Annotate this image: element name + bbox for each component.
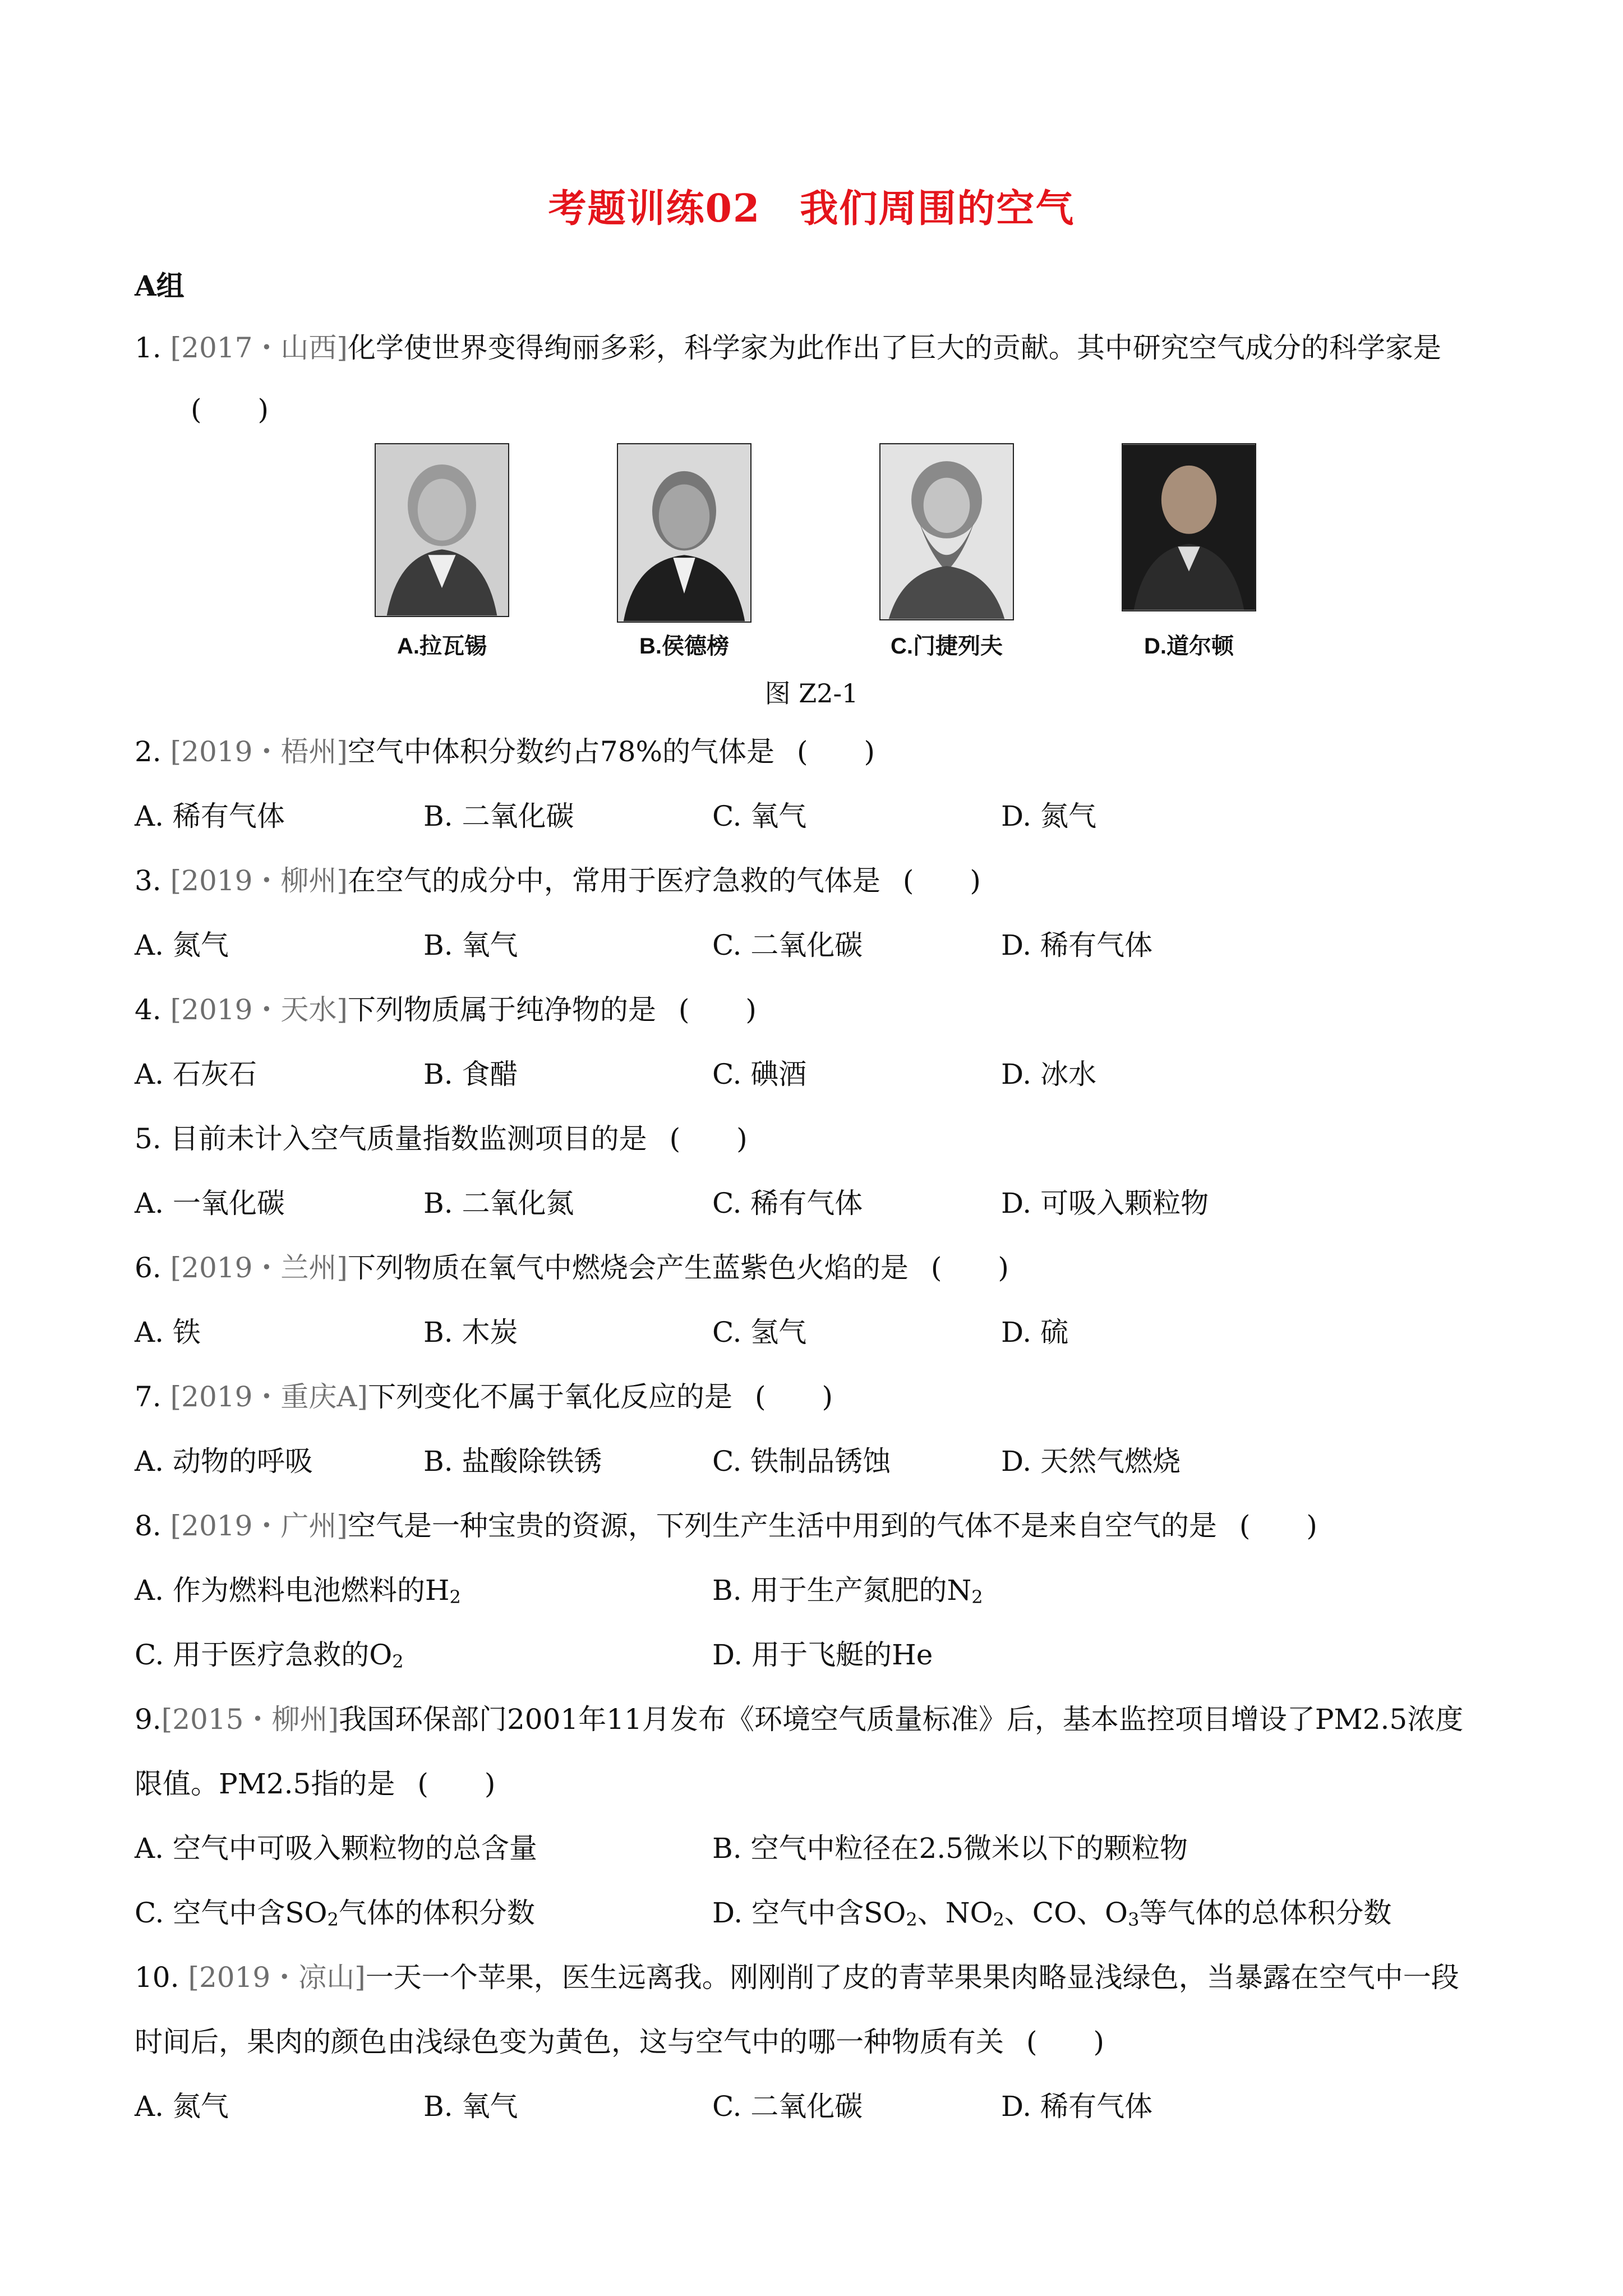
- option-c: C. 氧气: [712, 800, 807, 832]
- option-b: B. 木炭: [423, 1316, 518, 1349]
- question-9-line2: 限值。PM2.5指的是 ( ): [135, 1768, 496, 1800]
- option-a: A. 石灰石: [135, 1058, 257, 1091]
- caption-c: C.门捷列夫: [891, 634, 1003, 659]
- caption-d: D.道尔顿: [1144, 634, 1234, 659]
- page-title: [0, 178, 1623, 233]
- option-c: C. 二氧化碳: [712, 2090, 863, 2123]
- option-b: B. 用于生产氮肥的$N_2$: [712, 1574, 983, 1608]
- question-9: 9.[2015・柳州]我国环保部门2001年11月发布《环境空气质量标准》后，基本监控项目增设了PM2.5浓度: [135, 1703, 1464, 1736]
- question-10: 10. [2019・凉山]一天一个苹果，医生远离我。刚刚削了皮的青苹果果肉略显浅绿色，当暴露在空气中一段: [135, 1961, 1459, 1994]
- group-heading: A组: [135, 269, 185, 302]
- title-part2: 我们周围的空气: [800, 186, 1075, 231]
- portrait-dalton: [1122, 443, 1256, 611]
- option-d: D. 天然气燃烧: [1001, 1445, 1181, 1478]
- caption-b: B.侯德榜: [639, 634, 729, 659]
- option-c: C. 空气中含$SO_2$气体的体积分数: [135, 1897, 535, 1930]
- option-d: D. 用于飞艇的He: [712, 1639, 933, 1671]
- scientist-figure: [0, 443, 1623, 668]
- question-8: 8. [2019・广州]空气是一种宝贵的资源，下列生产生活中用到的气体不是来自空气的是 ( ): [135, 1510, 1317, 1542]
- option-a: A. 空气中可吸入颗粒物的总含量: [135, 1832, 537, 1865]
- option-d: D. 冰水: [1001, 1058, 1097, 1091]
- question-10-line2: 时间后，果肉的颜色由浅绿色变为黄色，这与空气中的哪一种物质有关 ( ): [135, 2026, 1105, 2058]
- question-4: 4. [2019・天水]下列物质属于纯净物的是 ( ): [135, 993, 757, 1026]
- question-3: 3. [2019・柳州]在空气的成分中，常用于医疗急救的气体是 ( ): [135, 864, 981, 897]
- question-1: 1. [2017・山西]化学使世界变得绚丽多彩，科学家为此作出了巨大的贡献。其中研究空气成分的科学家是: [135, 332, 1441, 364]
- option-c: C. 氢气: [712, 1316, 807, 1349]
- question-1-blank: ( ): [191, 393, 269, 426]
- option-c: C. 用于医疗急救的$O_2$: [135, 1639, 404, 1672]
- option-d: D. 稀有气体: [1001, 929, 1153, 961]
- option-b: B. 盐酸除铁锈: [423, 1445, 602, 1478]
- figure-label: 图 Z2-1: [764, 678, 859, 708]
- option-b: B. 食醋: [423, 1058, 518, 1091]
- portrait-mendeleev: [879, 443, 1014, 620]
- option-c: C. 稀有气体: [712, 1187, 863, 1220]
- option-b: B. 二氧化碳: [423, 800, 574, 832]
- option-b: B. 氧气: [423, 2090, 518, 2123]
- option-d: D. 可吸入颗粒物: [1001, 1187, 1209, 1220]
- option-c: C. 碘酒: [712, 1058, 807, 1091]
- option-a: A. 氮气: [135, 929, 229, 961]
- option-a: A. 作为燃料电池燃料的$H_2$: [135, 1574, 461, 1608]
- question-6: 6. [2019・兰州]下列物质在氧气中燃烧会产生蓝紫色火焰的是 ( ): [135, 1251, 1009, 1284]
- option-d: D. 氮气: [1001, 800, 1097, 832]
- question-7: 7. [2019・重庆A]下列变化不属于氧化反应的是 ( ): [135, 1381, 833, 1413]
- option-b: B. 二氧化氮: [423, 1187, 574, 1220]
- portrait-hou-debang: [617, 443, 751, 623]
- option-d: D. 稀有气体: [1001, 2090, 1153, 2123]
- caption-a: A.拉瓦锡: [397, 634, 487, 659]
- option-a: A. 稀有气体: [135, 800, 285, 832]
- question-2: 2. [2019・梧州]空气中体积分数约占78%的气体是 ( ): [135, 735, 875, 768]
- portrait-lavoisier: [375, 443, 509, 617]
- option-d: D. 硫: [1001, 1316, 1069, 1349]
- portrait-lavoisier-image: [376, 444, 508, 616]
- question-5: 5. 目前未计入空气质量指数监测项目的是 ( ): [135, 1122, 748, 1155]
- option-a: A. 一氧化碳: [135, 1187, 285, 1220]
- option-a: A. 氮气: [135, 2090, 229, 2123]
- option-b: B. 氧气: [423, 929, 518, 961]
- title-part1: 考题训练02: [548, 186, 761, 231]
- portrait-dalton-image: [1123, 444, 1255, 610]
- option-c: C. 二氧化碳: [712, 929, 863, 961]
- option-c: C. 铁制品锈蚀: [712, 1445, 891, 1478]
- portrait-mendeleev-image: [880, 444, 1013, 619]
- option-a: A. 铁: [135, 1316, 201, 1349]
- option-b: B. 空气中粒径在2.5微米以下的颗粒物: [712, 1832, 1188, 1865]
- option-a: A. 动物的呼吸: [135, 1445, 313, 1478]
- option-d: D. 空气中含$SO_2$、$NO_2$、CO、$O_3$等气体的总体积分数: [712, 1897, 1392, 1930]
- portrait-hou-debang-image: [618, 444, 750, 622]
